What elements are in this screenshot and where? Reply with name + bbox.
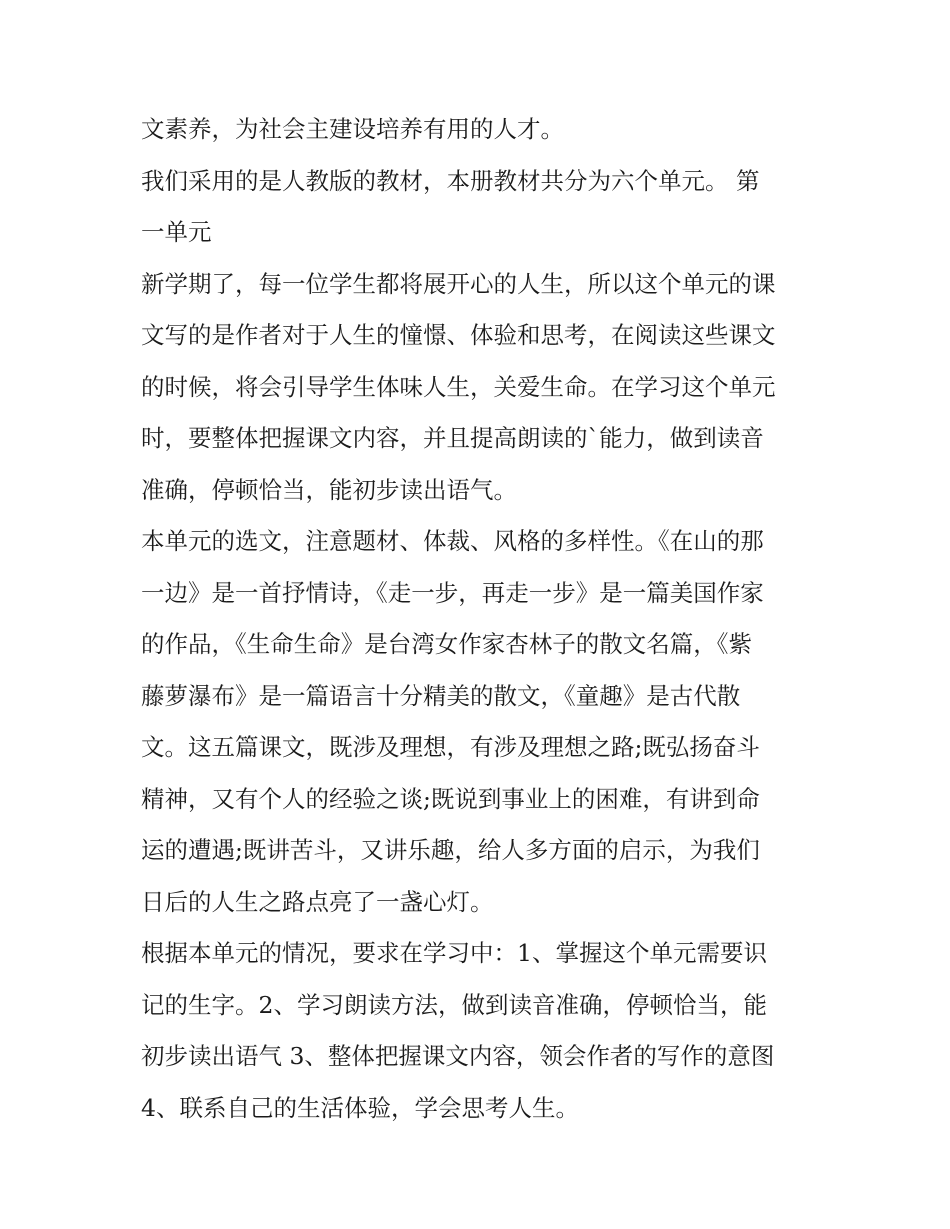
text-line: 新学期了，每一位学生都将展开心的人生，所以这个单元的课 (141, 269, 776, 298)
text-line: 藤萝瀑布》是一篇语言十分精美的散文，《童趣》是古代散 (141, 681, 741, 710)
text-line: 本单元的选文，注意题材、体裁、风格的多样性。《在山的那 (141, 527, 764, 555)
text-line: 一单元 (141, 218, 212, 246)
text-line: 的时候，将会引导学生体味人生，关爱生命。在学习这个单元 (141, 372, 776, 401)
text-line: 初步读出语气 3、整体把握课文内容，领会作者的写作的意图 (141, 1042, 775, 1070)
text-line: 准确，停顿恰当，能初步读出语气。 (141, 475, 517, 504)
text-line: 时，要整体把握课文内容，并且提高朗读的`能力，做到读音 (141, 424, 764, 452)
text-line: 运的遭遇;既讲苦斗，又讲乐趣，给人多方面的启示，为我们 (141, 836, 760, 864)
text-line: 文。这五篇课文，既涉及理想，有涉及理想之路;既弘扬奋斗 (141, 733, 760, 761)
body-text (141, 104, 813, 1134)
text-line: 我们采用的是人教版的教材，本册教材共分为六个单元。 第 (141, 166, 760, 195)
text-line: 根据本单元的情况，要求在学习中：1、掌握这个单元需要识 (141, 939, 767, 967)
text-line: 4、联系自己的生活体验，学会思考人生。 (141, 1093, 579, 1122)
text-line: 文素养，为社会主建设培养有用的人才。 (141, 115, 564, 143)
text-line: 日后的人生之路点亮了一盏心灯。 (141, 887, 494, 916)
text-line: 一边》是一首抒情诗，《走一步，再走一步》是一篇美国作家 (141, 578, 764, 607)
text-line: 的作品，《生命生命》是台湾女作家杏林子的散文名篇，《紫 (141, 630, 752, 658)
text-line: 精神，又有个人的经验之谈;既说到事业上的困难，有讲到命 (141, 784, 760, 813)
text-line: 文写的是作者对于人生的憧憬、体验和思考，在阅读这些课文 (141, 321, 776, 349)
text-line: 记的生字。2、学习朗读方法，做到读音准确，停顿恰当，能 (141, 990, 767, 1019)
